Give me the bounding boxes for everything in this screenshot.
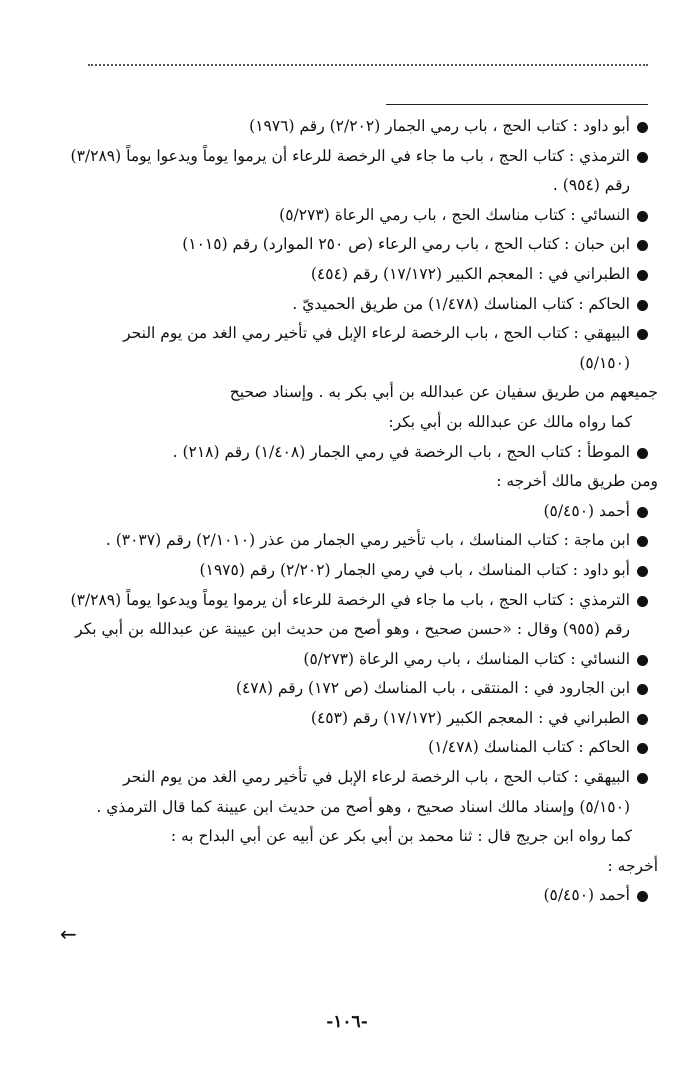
bullet-item: الحاكم : كتاب المناسك (١/٤٧٨) bbox=[60, 733, 650, 763]
bullet-item: الطبراني في : المعجم الكبير (١٧/١٧٢) رقم (٤٥٤) bbox=[60, 260, 650, 290]
bullet-item: الموطأ : كتاب الحج ، باب الرخصة في رمي الجمار (١/٤٠٨) رقم (٢١٨) . bbox=[60, 438, 650, 468]
paragraph-line: أخرجه : bbox=[607, 856, 658, 875]
page-body bbox=[60, 112, 658, 911]
dotted-separator bbox=[88, 64, 648, 66]
bullet-item: البيهقي : كتاب الحج ، باب الرخصة لرعاء الإبل في تأخير رمي الغد من يوم النحر bbox=[60, 319, 650, 349]
bullet-item: الطبراني في : المعجم الكبير (١٧/١٧٢) رقم (٤٥٣) bbox=[60, 704, 650, 734]
paragraph-line: ومن طريق مالك أخرجه : bbox=[496, 472, 658, 491]
indented-paragraph: كما رواه ابن جريج قال : ثنا محمد بن أبي بكر عن أبيه عن أبي البداح به : bbox=[170, 827, 632, 846]
bullet-item: ابن ماجة : كتاب المناسك ، باب تأخير رمي الجمار من عذر (٢/١٠١٠) رقم (٣٠٣٧) . bbox=[60, 526, 650, 556]
continuation-line: (٥/١٥٠) bbox=[579, 353, 630, 372]
bullet-item: النسائي : كتاب مناسك الحج ، باب رمي الرعاة (٥/٢٧٣) bbox=[60, 201, 650, 231]
bullet-item: الحاكم : كتاب المناسك (١/٤٧٨) من طريق الحميديّ . bbox=[60, 290, 650, 320]
paragraph-line: جميعهم من طريق سفيان عن عبدالله بن أبي بكر به . وإسناد صحيح bbox=[229, 383, 658, 402]
bullet-item: أبو داود : كتاب الحج ، باب رمي الجمار (٢/٢٠٢) رقم (١٩٧٦) bbox=[60, 112, 650, 142]
bullet-item: أبو داود : كتاب المناسك ، باب في رمي الجمار (٢/٢٠٢) رقم (١٩٧٥) bbox=[60, 556, 650, 586]
continue-arrow-icon: ← bbox=[60, 922, 77, 946]
continuation-line: (٥/١٥٠) وإسناد مالك اسناد صحيح ، وهو أصح من حديث ابن عيينة كما قال الترمذي . bbox=[96, 797, 630, 816]
bullet-item: أحمد (٥/٤٥٠) bbox=[60, 881, 650, 911]
bullet-item: أحمد (٥/٤٥٠) bbox=[60, 497, 650, 527]
bullet-item: الترمذي : كتاب الحج ، باب ما جاء في الرخصة للرعاء أن يرموا يوماً ويدعوا يوماً (٣/٢٨٩) bbox=[60, 142, 650, 172]
footnote-rule bbox=[386, 104, 648, 105]
page-number: -١٠٦- bbox=[326, 1012, 368, 1032]
continuation-line: رقم (٩٥٥) وقال : «حسن صحيح ، وهو أصح من حديث ابن عيينة عن عبدالله بن أبي بكر bbox=[75, 620, 630, 639]
bullet-item: ابن حبان : كتاب الحج ، باب رمي الرعاء (ص ٢٥٠ الموارد) رقم (١٠١٥) bbox=[60, 230, 650, 260]
continuation-line: رقم (٩٥٤) . bbox=[552, 176, 630, 195]
bullet-item: البيهقي : كتاب الحج ، باب الرخصة لرعاء الإبل في تأخير رمي الغد من يوم النحر bbox=[60, 763, 650, 793]
bullet-item: ابن الجارود في : المنتقى ، باب المناسك (ص ١٧٢) رقم (٤٧٨) bbox=[60, 674, 650, 704]
bullet-item: النسائي : كتاب المناسك ، باب رمي الرعاة (٥/٢٧٣) bbox=[60, 645, 650, 675]
bullet-item: الترمذي : كتاب الحج ، باب ما جاء في الرخصة للرعاء أن يرموا يوماً ويدعوا يوماً (٣/٢٨٩) bbox=[60, 586, 650, 616]
indented-paragraph: كما رواه مالك عن عبدالله بن أبي بكر: bbox=[388, 412, 632, 431]
